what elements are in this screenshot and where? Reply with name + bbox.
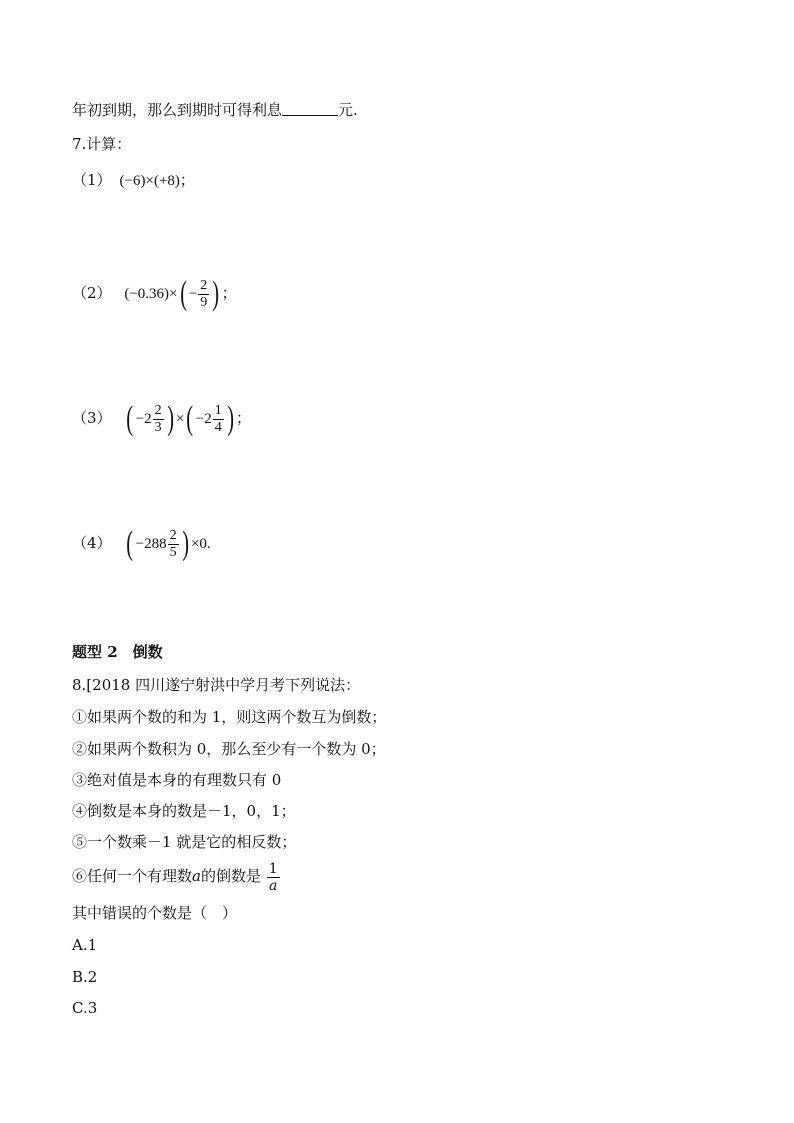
q7-part2 — [72, 273, 237, 314]
q7-title: 7.计算： — [72, 135, 132, 153]
denominator: 4 — [214, 419, 222, 435]
denominator: 9 — [200, 294, 208, 310]
denominator: a — [269, 877, 278, 894]
whole-part: −288 — [135, 536, 167, 552]
left-paren: ( — [179, 275, 187, 312]
interest-line — [72, 100, 358, 120]
fraction — [168, 528, 179, 561]
right-paren: ) — [212, 275, 220, 312]
part-label: （4） — [72, 534, 112, 552]
part-end: ； — [236, 409, 252, 427]
q8-statement-4: ④倒数是本身的数是－1，0，1； — [72, 802, 296, 820]
section-heading: 题型 2 倒数 — [72, 643, 163, 661]
fraction — [153, 403, 164, 436]
s6-pre: ⑥任何一个有理数 — [72, 867, 193, 885]
whole-part: −2 — [195, 411, 212, 427]
numerator: 1 — [268, 860, 278, 877]
q7-part1 — [72, 170, 195, 191]
expression: (−6)×(+8) — [119, 173, 180, 189]
expression — [124, 399, 236, 439]
option-b[interactable]: B.2 — [72, 968, 98, 986]
times-sign: × — [175, 411, 185, 427]
numerator: 2 — [200, 277, 208, 293]
part-end: ； — [179, 171, 195, 189]
q8-statement-3: ③绝对值是本身的有理数只有 0 — [72, 771, 282, 789]
unit-text: 元. — [338, 101, 358, 119]
option-a[interactable]: A.1 — [72, 936, 98, 954]
expression — [124, 274, 221, 314]
left-paren: ( — [186, 400, 194, 437]
numerator: 2 — [169, 527, 177, 543]
left-paren: ( — [126, 525, 134, 562]
q8-statement-5: ⑤一个数乘－1 就是它的相反数； — [72, 833, 297, 851]
fraction — [198, 278, 209, 311]
denominator: 3 — [154, 419, 162, 435]
fraction — [213, 403, 224, 436]
expression — [124, 524, 210, 564]
expr-tail: ×0. — [190, 536, 211, 552]
q8-statement-6 — [72, 856, 281, 896]
q7-part4 — [72, 523, 211, 564]
answer-blank[interactable] — [282, 101, 338, 116]
numerator: 1 — [214, 402, 222, 418]
whole-part: −2 — [135, 411, 152, 427]
right-paren: ) — [181, 525, 189, 562]
part-end: ； — [221, 284, 237, 302]
reciprocal-fraction — [267, 861, 280, 894]
variable-a: a — [192, 867, 201, 885]
part-label: （1） — [72, 171, 112, 189]
right-paren: ) — [166, 400, 174, 437]
sign: − — [188, 286, 198, 302]
q8-stem: 8.[2018 四川遂宁射洪中学月考下列说法： — [72, 676, 361, 694]
expr-prefix: (−0.36)× — [124, 286, 178, 302]
q8-question: 其中错误的个数是（ ） — [72, 904, 238, 922]
right-paren: ) — [226, 400, 234, 437]
q8-statement-1: ①如果两个数的和为 1，则这两个数互为倒数； — [72, 708, 387, 726]
q8-statement-2: ②如果两个数积为 0，那么至少有一个数为 0； — [72, 740, 386, 758]
q7-part3 — [72, 398, 251, 439]
left-paren: ( — [126, 400, 134, 437]
denominator: 5 — [169, 544, 177, 560]
numerator: 2 — [154, 402, 162, 418]
s6-mid: 的倒数是 — [200, 867, 261, 885]
interest-text: 年初到期，那么到期时可得利息 — [72, 101, 283, 119]
option-c[interactable]: C.3 — [72, 999, 98, 1017]
part-label: （3） — [72, 409, 112, 427]
part-label: （2） — [72, 284, 112, 302]
